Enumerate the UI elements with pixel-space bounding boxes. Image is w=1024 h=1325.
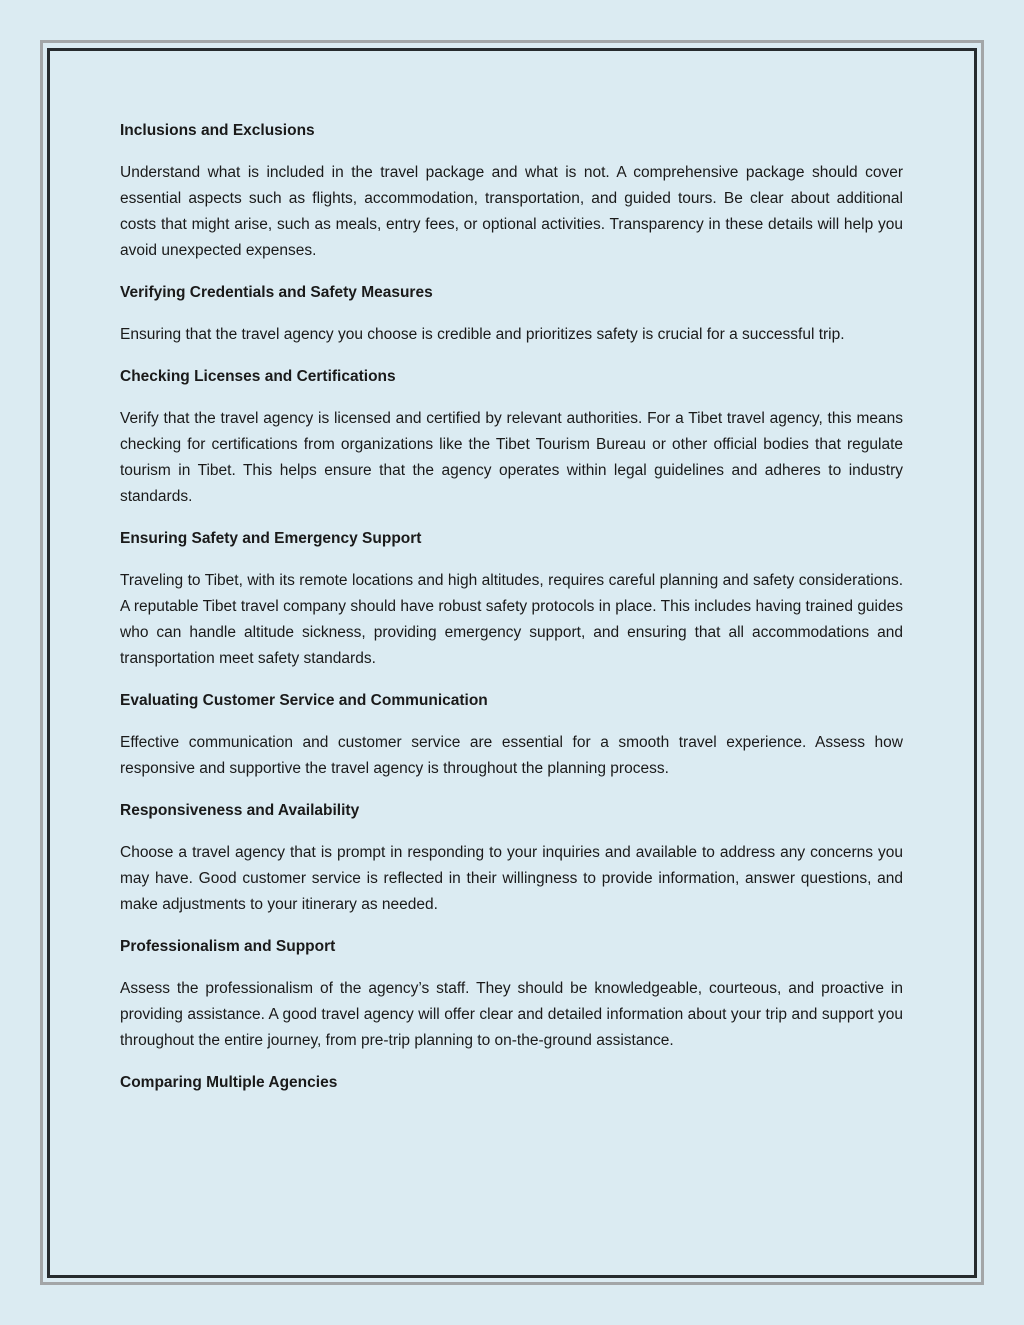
heading-checking-licenses: Checking Licenses and Certifications — [120, 368, 396, 385]
paragraph-customer-service: Effective communication and customer service are essential for a smooth travel experience. Assess how responsive and supportive the travel agency is throughout the planning process. — [120, 734, 903, 777]
heading-professionalism: Professionalism and Support — [120, 938, 336, 955]
heading-responsiveness: Responsiveness and Availability — [120, 802, 360, 819]
paragraph-responsiveness: Choose a travel agency that is prompt in responding to your inquiries and available to address any concerns you may have. Good customer service is reflected in their willingness to provide information, answer questions, and make adjustments to your itinerary as needed. — [120, 844, 903, 913]
heading-inclusions-exclusions: Inclusions and Exclusions — [120, 122, 315, 139]
paragraph-ensuring-safety: Traveling to Tibet, with its remote locations and high altitudes, requires careful planning and safety considerations. A reputable Tibet travel company should have robust safety protocols in place. This includes having trained guides who can handle altitude sickness, providing emergency support, and ensuring that all accommodations and transportation meet safety standards. — [120, 572, 903, 667]
heading-comparing-agencies: Comparing Multiple Agencies — [120, 1074, 338, 1091]
heading-verifying-credentials: Verifying Credentials and Safety Measures — [120, 284, 433, 301]
paragraph-inclusions-exclusions: Understand what is included in the travel package and what is not. A comprehensive package should cover essential aspects such as flights, accommodation, transportation, and guided tours. Be clear about additional costs that might arise, such as meals, entry fees, or optional activities. Transparency in these details will help you avoid unexpected expenses. — [120, 164, 903, 259]
heading-customer-service: Evaluating Customer Service and Communication — [120, 692, 488, 709]
document-body — [120, 118, 903, 1112]
paragraph-professionalism: Assess the professionalism of the agency’s staff. They should be knowledgeable, courteous, and proactive in providing assistance. A good travel agency will offer clear and detailed information about your trip and support you throughout the entire journey, from pre-trip planning to on-the-ground assistance. — [120, 980, 903, 1049]
heading-ensuring-safety: Ensuring Safety and Emergency Support — [120, 530, 422, 547]
paragraph-checking-licenses: Verify that the travel agency is licensed and certified by relevant authorities. For a Tibet travel agency, this means checking for certifications from organizations like the Tibet Tourism Bureau or other official bodies that regulate tourism in Tibet. This helps ensure that the agency operates within legal guidelines and adheres to industry standards. — [120, 410, 903, 505]
paragraph-verifying-credentials: Ensuring that the travel agency you choose is credible and prioritizes safety is crucial for a successful trip. — [120, 326, 845, 343]
